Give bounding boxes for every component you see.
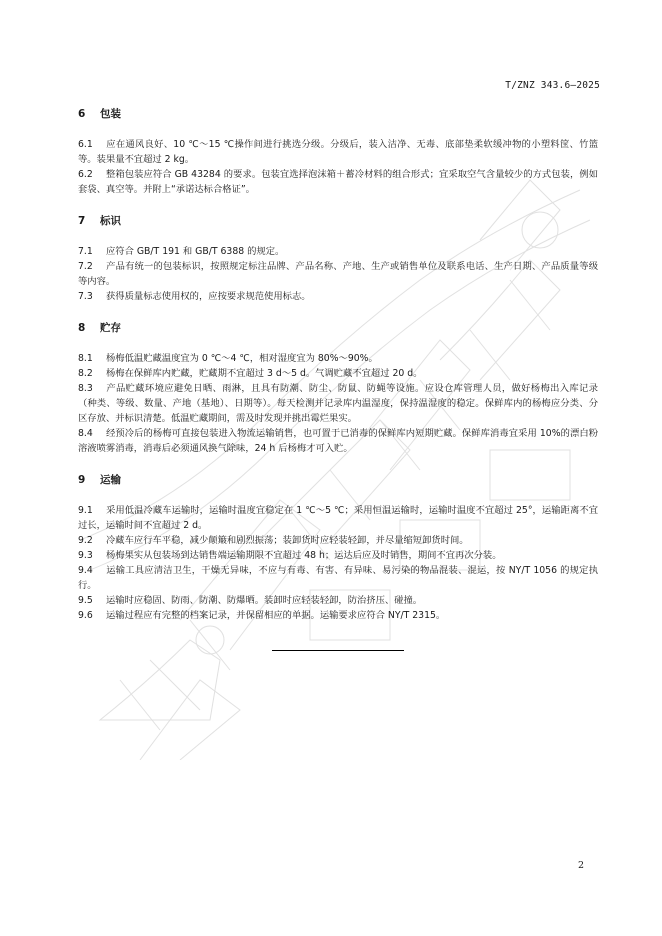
clause-number: 9.3: [78, 550, 93, 561]
clause-text: 应在通风良好、10 ℃～15 ℃操作间进行挑选分级。分级后，装入洁净、无毒、底部垫柔软缓冲物的小塑料筐、竹篮等。装果量不宜超过 2 kg。: [78, 139, 598, 165]
clause-text: 应符合 GB/T 191 和 GB/T 6388 的规定。: [106, 246, 285, 257]
section-transport: [78, 472, 598, 623]
section-title-text: 贮存: [100, 322, 121, 334]
clause-number: 7.2: [78, 261, 93, 272]
clause: [78, 563, 598, 593]
document-body: [78, 106, 598, 639]
section-number: 9: [78, 474, 86, 486]
clause-number: 7.1: [78, 246, 93, 257]
clause-number: 6.2: [78, 169, 93, 180]
clause: [78, 503, 598, 533]
clause-text: 冷藏车应行车平稳，减少颠簸和剧烈振荡；装卸货时应轻装轻卸，并尽量缩短卸货时间。: [106, 535, 469, 546]
clause-number: 9.1: [78, 505, 93, 516]
section-packaging: [78, 106, 598, 197]
page-number: 2: [577, 860, 584, 871]
clause-text: 杨梅在保鲜库内贮藏，贮藏期不宜超过 3 d～5 d。气调贮藏不宜超过 20 d。: [106, 368, 423, 379]
clause-number: 8.4: [78, 428, 93, 439]
clause: [78, 259, 598, 289]
section-title-text: 标识: [100, 215, 121, 227]
section-number: 7: [78, 215, 86, 227]
clause: [78, 381, 598, 426]
clause: [78, 533, 598, 548]
clause-text: 运输时应稳固、防雨、防潮、防爆晒。装卸时应轻装轻卸，防治挤压、碰撞。: [106, 595, 423, 606]
clause: [78, 289, 598, 304]
clause-text: 杨梅低温贮藏温度宜为 0 ℃～4 ℃，相对湿度宜为 80%～90%。: [106, 353, 378, 364]
clause-text: 经预冷后的杨梅可直接包装进入物流运输销售，也可置于已消毒的保鲜库内短期贮藏。保鲜库消毒宜采用 10%的漂白粉溶液喷雾消毒，消毒后必须通风换气除味，24 h 后杨梅才可入贮。: [78, 428, 598, 454]
clause-number: 9.5: [78, 595, 93, 606]
clause: [78, 366, 598, 381]
clause: [78, 137, 598, 167]
clause-number: 8.2: [78, 368, 93, 379]
clause-text: 运输工具应清洁卫生，干燥无异味，不应与有毒、有害、有异味、易污染的物品混装、混运，按 NY/T 1056 的规定执行。: [78, 565, 598, 591]
clause-number: 9.4: [78, 565, 93, 576]
section-labeling: [78, 213, 598, 304]
document-code: T/ZNZ 343.6—2025: [505, 80, 600, 91]
clause-text: 整箱包装应符合 GB 43284 的要求。包装宜选择泡沫箱＋蓄冷材料的组合形式；宜采取空气含量较少的方式包装，例如套袋、真空等。并附上“承诺达标合格证”。: [78, 169, 598, 195]
section-heading: [78, 106, 598, 121]
clause-number: 8.3: [78, 383, 93, 394]
clause: [78, 351, 598, 366]
clause: [78, 244, 598, 259]
clause: [78, 426, 598, 456]
section-heading: [78, 213, 598, 228]
section-number: 6: [78, 108, 86, 120]
section-heading: [78, 320, 598, 335]
clause-number: 6.1: [78, 139, 93, 150]
clause: [78, 608, 598, 623]
section-storage: [78, 320, 598, 456]
section-title-text: 包装: [100, 108, 121, 120]
section-title-text: 运输: [100, 474, 121, 486]
clause-text: 产品有统一的包装标识，按照规定标注品牌、产品名称、产地、生产或销售单位及联系电话、生产日期、产品质量等级等内容。: [78, 261, 598, 287]
end-rule-line: [272, 650, 404, 651]
clause-number: 9.6: [78, 610, 93, 621]
clause: [78, 593, 598, 608]
clause-number: 9.2: [78, 535, 93, 546]
clause: [78, 167, 598, 197]
section-number: 8: [78, 322, 86, 334]
clause-text: 产品贮藏环境应避免日晒、雨淋，且具有防潮、防尘、防鼠、防蝇等设施。应设仓库管理人员，做好杨梅出入库记录（种类、等级、数量、产地（基地）、日期等）。每天检测并记录库内温湿度，保持温湿度的稳定。保鲜库内的杨梅应分类、分区存放、并标识清楚。低温贮藏期间，需及时发现并挑出霉烂果实。: [78, 383, 598, 424]
clause-number: 7.3: [78, 291, 93, 302]
clause-text: 运输过程应有完整的档案记录，并保留相应的单据。运输要求应符合 NY/T 2315。: [106, 610, 446, 621]
clause-text: 杨梅果实从包装场到达销售端运输期限不宜超过 48 h；运达后应及时销售，期间不宜再次分装。: [106, 550, 502, 561]
clause-number: 8.1: [78, 353, 93, 364]
section-heading: [78, 472, 598, 487]
clause: [78, 548, 598, 563]
clause-text: 采用低温冷藏车运输时，运输时温度宜稳定在 1 ℃～5 ℃；采用恒温运输时，运输时温度不宜超过 25°，运输距离不宜过长，运输时间不宜超过 2 d。: [78, 505, 598, 531]
clause-text: 获得质量标志使用权的，应按要求规范使用标志。: [106, 291, 311, 302]
